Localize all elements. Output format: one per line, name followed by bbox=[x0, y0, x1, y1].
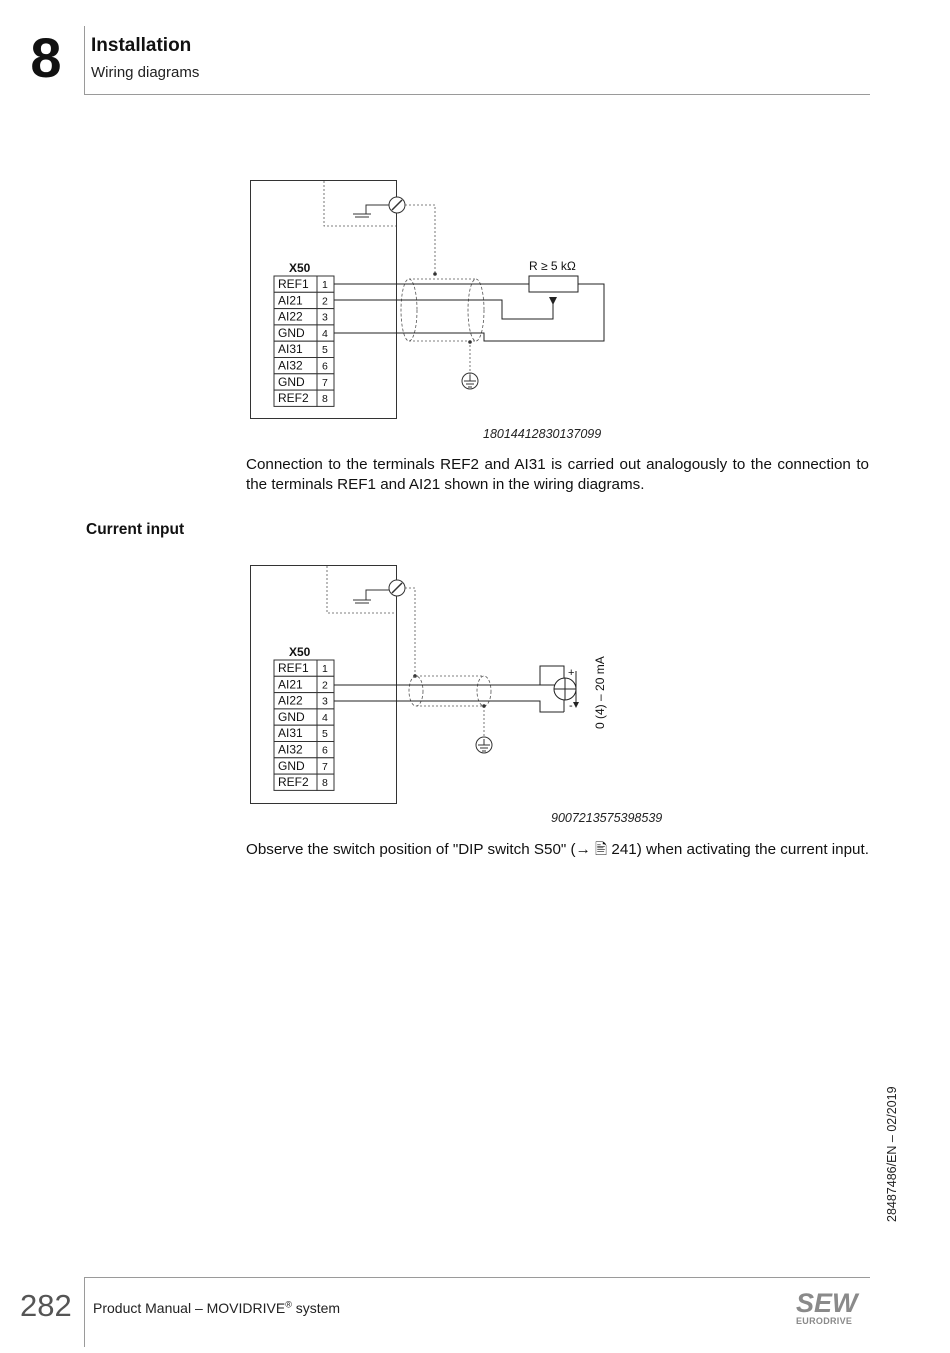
terminal-name: GND bbox=[278, 758, 305, 773]
footer-divider-vertical bbox=[84, 1277, 85, 1347]
logo-sub-text: EURODRIVE bbox=[796, 1316, 853, 1326]
source-minus: - bbox=[569, 700, 573, 712]
chapter-title: Installation bbox=[91, 35, 192, 56]
cable-shield-left bbox=[401, 279, 417, 341]
registered-mark: ® bbox=[285, 1299, 292, 1310]
wire-gnd bbox=[334, 284, 604, 341]
wire-ai22 bbox=[334, 701, 564, 712]
wire-ai21 bbox=[334, 297, 553, 319]
terminal-row bbox=[274, 390, 334, 406]
sew-eurodrive-logo bbox=[796, 1290, 872, 1330]
terminal-name: REF2 bbox=[278, 391, 309, 406]
wiring-diagram-voltage-input bbox=[248, 178, 610, 422]
footer-manual-title bbox=[93, 1300, 340, 1316]
terminal-row bbox=[274, 292, 334, 308]
figure-id-1: 18014412830137099 bbox=[483, 427, 602, 441]
manual-title-suffix: system bbox=[291, 1300, 341, 1316]
terminal-number: 4 bbox=[322, 327, 328, 340]
resistor-label: R ≥ 5 kΩ bbox=[529, 259, 576, 273]
shield-lead-dotted bbox=[405, 205, 435, 274]
terminal-number: 8 bbox=[322, 777, 328, 790]
terminal-name: AI32 bbox=[278, 358, 303, 373]
terminal-block bbox=[274, 660, 334, 790]
header-divider-vertical bbox=[84, 26, 85, 95]
source-plus: + bbox=[568, 667, 575, 679]
terminal-row bbox=[274, 725, 334, 741]
terminal-name: AI32 bbox=[278, 742, 303, 757]
section-subtitle: Wiring diagrams bbox=[91, 64, 200, 81]
cable-shield-right bbox=[468, 279, 484, 341]
terminal-number: 7 bbox=[322, 376, 328, 389]
terminal-number: 8 bbox=[322, 393, 328, 406]
potentiometer-icon bbox=[529, 276, 578, 292]
terminal-row bbox=[274, 358, 334, 374]
shield-connection-dashed bbox=[324, 181, 396, 226]
terminal-row bbox=[274, 758, 334, 774]
terminal-number: 5 bbox=[322, 728, 328, 741]
terminal-row bbox=[274, 742, 334, 758]
terminal-number: 2 bbox=[322, 679, 328, 692]
terminal-name: GND bbox=[278, 709, 305, 724]
connector-label: X50 bbox=[289, 645, 311, 659]
document-code: 28487486/EN – 02/2019 bbox=[885, 1086, 899, 1222]
terminal-name: AI21 bbox=[278, 677, 303, 692]
terminal-name: AI22 bbox=[278, 693, 303, 708]
terminal-row bbox=[274, 709, 334, 725]
chapter-number: 8 bbox=[30, 26, 62, 89]
terminal-row bbox=[274, 325, 334, 341]
terminal-number: 5 bbox=[322, 344, 328, 357]
terminal-row bbox=[274, 309, 334, 325]
ground-icon bbox=[353, 205, 393, 217]
terminal-name: AI21 bbox=[278, 293, 303, 308]
terminal-name: AI31 bbox=[278, 726, 303, 741]
shield-clamp-icon bbox=[389, 197, 405, 213]
section-heading-current-input: Current input bbox=[86, 521, 185, 538]
terminal-row bbox=[274, 676, 334, 692]
earth-ground-icon bbox=[462, 373, 478, 389]
terminal-name: REF1 bbox=[278, 277, 309, 291]
terminal-name: REF1 bbox=[278, 661, 309, 675]
terminal-row bbox=[274, 341, 334, 357]
ground-icon bbox=[353, 590, 393, 603]
terminal-row bbox=[274, 374, 334, 390]
terminal-number: 2 bbox=[322, 295, 328, 308]
terminal-row bbox=[274, 660, 334, 676]
footer-divider-horizontal bbox=[84, 1277, 870, 1278]
earth-ground-icon bbox=[476, 737, 492, 753]
terminal-name: AI31 bbox=[278, 342, 303, 357]
terminal-row bbox=[274, 276, 334, 292]
figure-id-2: 9007213575398539 bbox=[551, 811, 663, 825]
terminal-number: 4 bbox=[322, 711, 328, 724]
terminal-number: 6 bbox=[322, 360, 328, 373]
terminal-number: 3 bbox=[322, 695, 328, 708]
connector-label: X50 bbox=[289, 261, 311, 275]
current-source-icon bbox=[554, 678, 576, 700]
terminal-number: 6 bbox=[322, 744, 328, 757]
terminal-number: 3 bbox=[322, 311, 328, 324]
current-range-label: 0 (4) – 20 mA bbox=[593, 656, 607, 729]
shield-clamp-icon bbox=[389, 580, 405, 596]
terminal-number: 1 bbox=[322, 663, 328, 675]
terminal-row bbox=[274, 693, 334, 709]
paragraph-terminal-note: Connection to the terminals REF2 and AI31 is carried out analogously to the connection to the terminals REF1 and AI21 shown in the wiring diagrams. bbox=[246, 456, 869, 493]
terminal-row bbox=[274, 774, 334, 790]
wiring-diagram-current-input bbox=[248, 563, 618, 807]
terminal-number: 7 bbox=[322, 760, 328, 773]
paragraph-dip-switch-note: Observe the switch position of "DIP switch S50" (→ 🖹 241) when activating the current input. bbox=[246, 841, 869, 858]
terminal-number: 1 bbox=[322, 279, 328, 291]
terminal-name: GND bbox=[278, 325, 305, 340]
header-divider-horizontal bbox=[84, 94, 870, 95]
terminal-name: REF2 bbox=[278, 775, 309, 790]
manual-title-prefix: Product Manual – MOVIDRIVE bbox=[93, 1300, 286, 1316]
terminal-block bbox=[274, 276, 334, 406]
terminal-name: GND bbox=[278, 374, 305, 389]
logo-main-text: SEW bbox=[796, 1288, 858, 1318]
page-number: 282 bbox=[20, 1288, 72, 1323]
terminal-name: AI22 bbox=[278, 309, 303, 324]
